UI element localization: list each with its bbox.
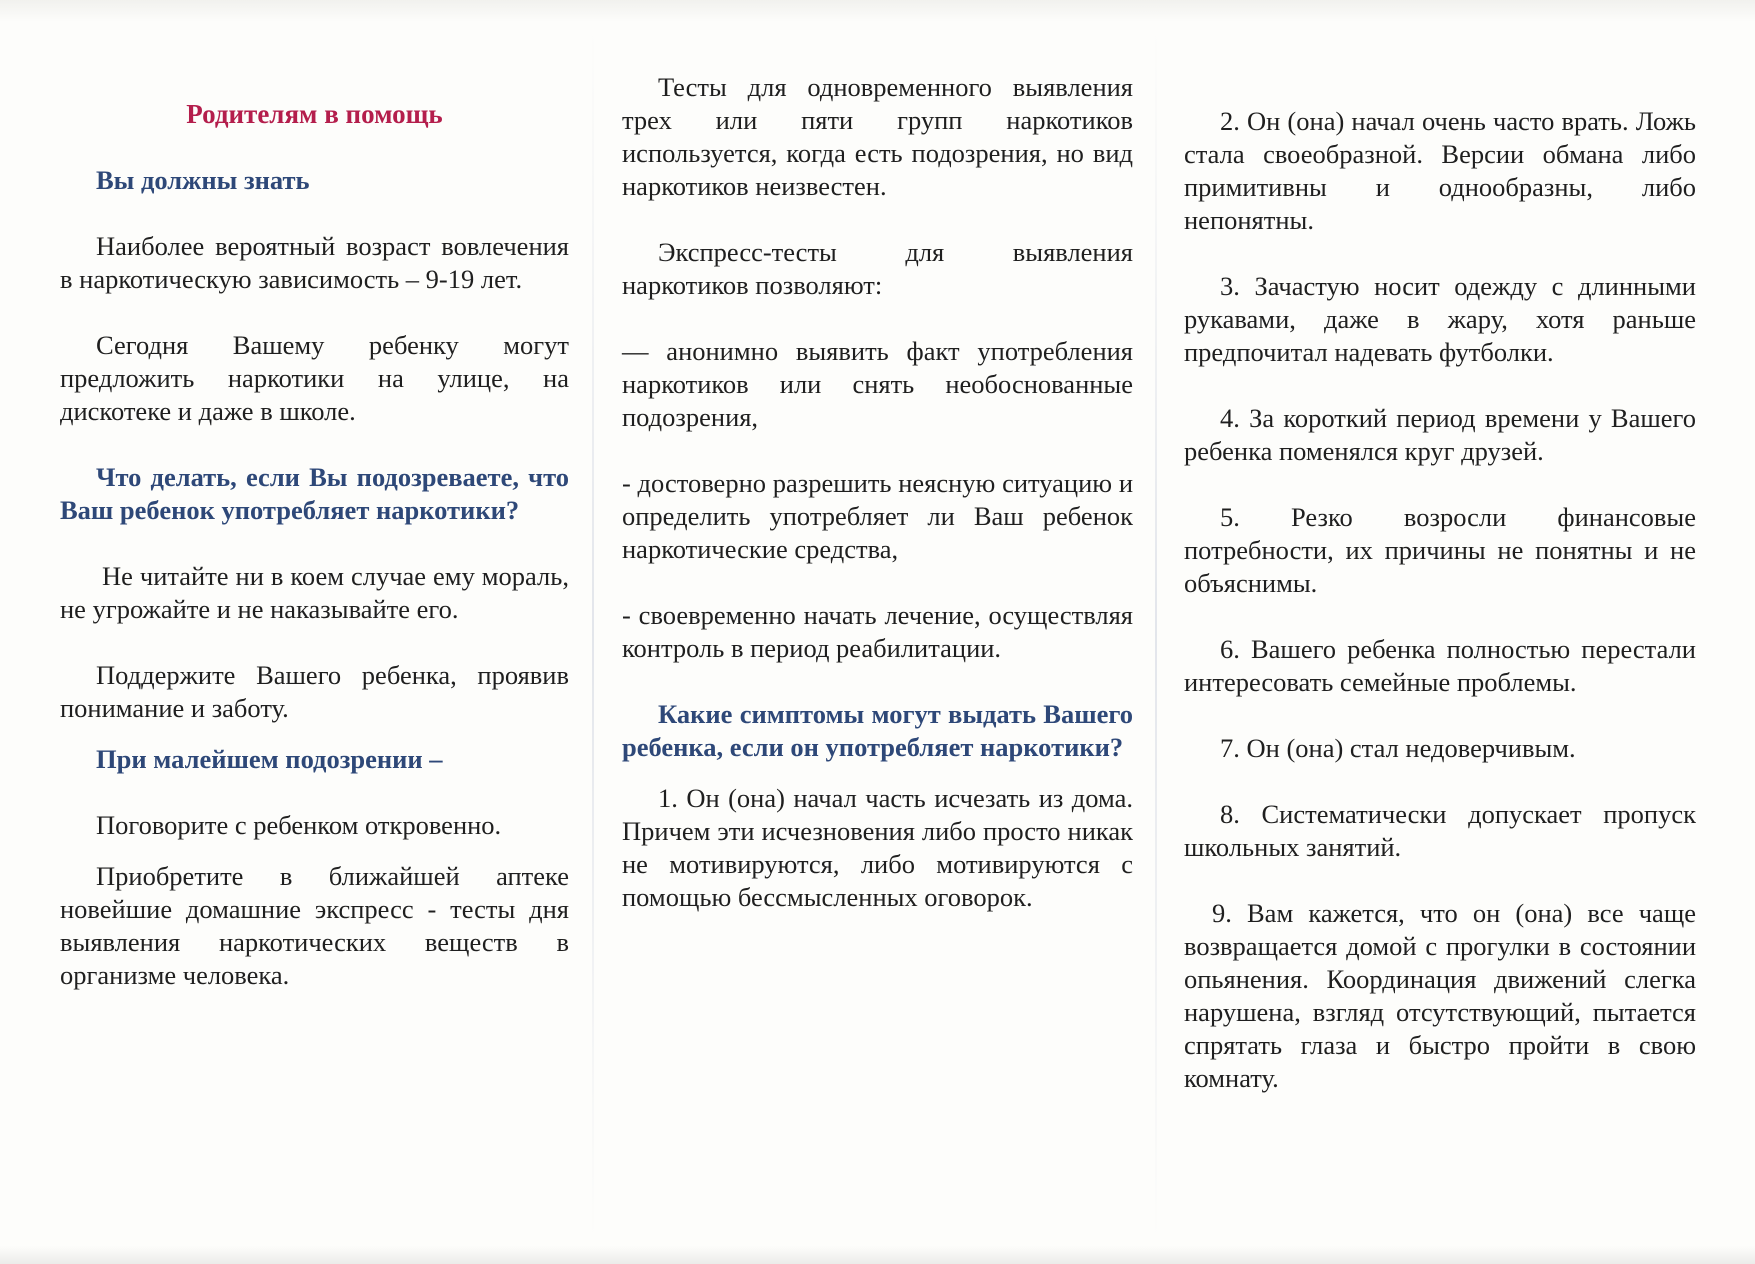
symptom-5: 5. Резко возросли финансовые потребности, их причины не понятны и не объяснимы. xyxy=(1184,502,1696,598)
symptom-9: 9. Вам кажется, что он (она) все чаще возвращается домой с прогулки в состоянии опьянения. Координация движений слегка нарушена, взгляд отсутствующий, пытается спрятать глаза и быстро пройти в свою комнату. xyxy=(1184,898,1696,1093)
paragraph-support: Поддержите Вашего ребенка, проявив понимание и заботу. xyxy=(60,660,569,723)
scan-edge-top xyxy=(0,0,1755,22)
fold-line-left xyxy=(592,30,594,1240)
paragraph-talk: Поговорите с ребенком откровенно. xyxy=(96,810,502,840)
column-1 xyxy=(60,98,569,992)
heading-what-to-do: Что делать, если Вы подозреваете, что Ваш ребенок употребляет наркотики? xyxy=(60,462,569,525)
heading-symptoms: Какие симптомы могут выдать Вашего ребенка, если он употребляет наркотики? xyxy=(622,699,1133,762)
symptom-3: 3. Зачастую носит одежду с длинными рукавами, даже в жару, хотя раньше предпочитал надевать футболки. xyxy=(1184,271,1696,367)
paragraph-age: Наиболее вероятный возраст вовлечения в наркотическую зависимость – 9-19 лет. xyxy=(60,231,569,294)
column-2 xyxy=(622,71,1133,914)
symptom-2: 2. Он (она) начал очень часто врать. Ложь стала своеобразной. Версии обмана либо примитивны и однообразны, либо непонятны. xyxy=(1184,106,1696,235)
fold-line-right xyxy=(1155,30,1157,1240)
bullet-anonymous: — анонимно выявить факт употребления наркотиков или снять необоснованные подозрения, xyxy=(622,336,1133,432)
leaflet-title: Родителям в помощь xyxy=(186,99,443,129)
paragraph-tests-groups: Тесты для одновременного выявления трех или пяти групп наркотиков используется, когда есть подозрения, но вид наркотиков неизвестен. xyxy=(622,72,1133,201)
paragraph-today: Сегодня Вашему ребенку могут предложить наркотики на улице, на дискотеке и даже в школе. xyxy=(60,330,569,426)
column-3 xyxy=(1184,105,1696,1095)
scan-edge-bottom xyxy=(0,1246,1755,1264)
symptom-8: 8. Систематически допускает пропуск школьных занятий. xyxy=(1184,799,1696,862)
paragraph-buy-tests: Приобретите в ближайшей аптеке новейшие домашние экспресс - тесты дня выявления наркотических веществ в организме человека. xyxy=(60,861,569,990)
heading-you-should-know: Вы должны знать xyxy=(96,165,310,195)
paragraph-dont-moralize: Не читайте ни в коем случае ему мораль, не угрожайте и не наказывайте его. xyxy=(60,561,569,624)
heading-slightest-suspicion: При малейшем подозрении – xyxy=(96,744,443,774)
bullet-treatment: - своевременно начать лечение, осуществляя контроль в период реабилитации. xyxy=(622,600,1133,663)
symptom-7: 7. Он (она) стал недоверчивым. xyxy=(1220,733,1576,763)
paragraph-express-allow: Экспресс-тесты для выявления наркотиков позволяют: xyxy=(622,237,1133,300)
symptom-4: 4. За короткий период времени у Вашего ребенка поменялся круг друзей. xyxy=(1184,403,1696,466)
symptom-6: 6. Вашего ребенка полностью перестали интересовать семейные проблемы. xyxy=(1184,634,1696,697)
symptom-1: 1. Он (она) начал часть исчезать из дома. Причем эти исчезновения либо просто никак не мотивируются, либо мотивируются с помощью бессмысленных оговорок. xyxy=(622,783,1133,912)
bullet-reliable: - достоверно разрешить неясную ситуацию и определить употребляет ли Ваш ребенок наркотические средства, xyxy=(622,468,1133,564)
